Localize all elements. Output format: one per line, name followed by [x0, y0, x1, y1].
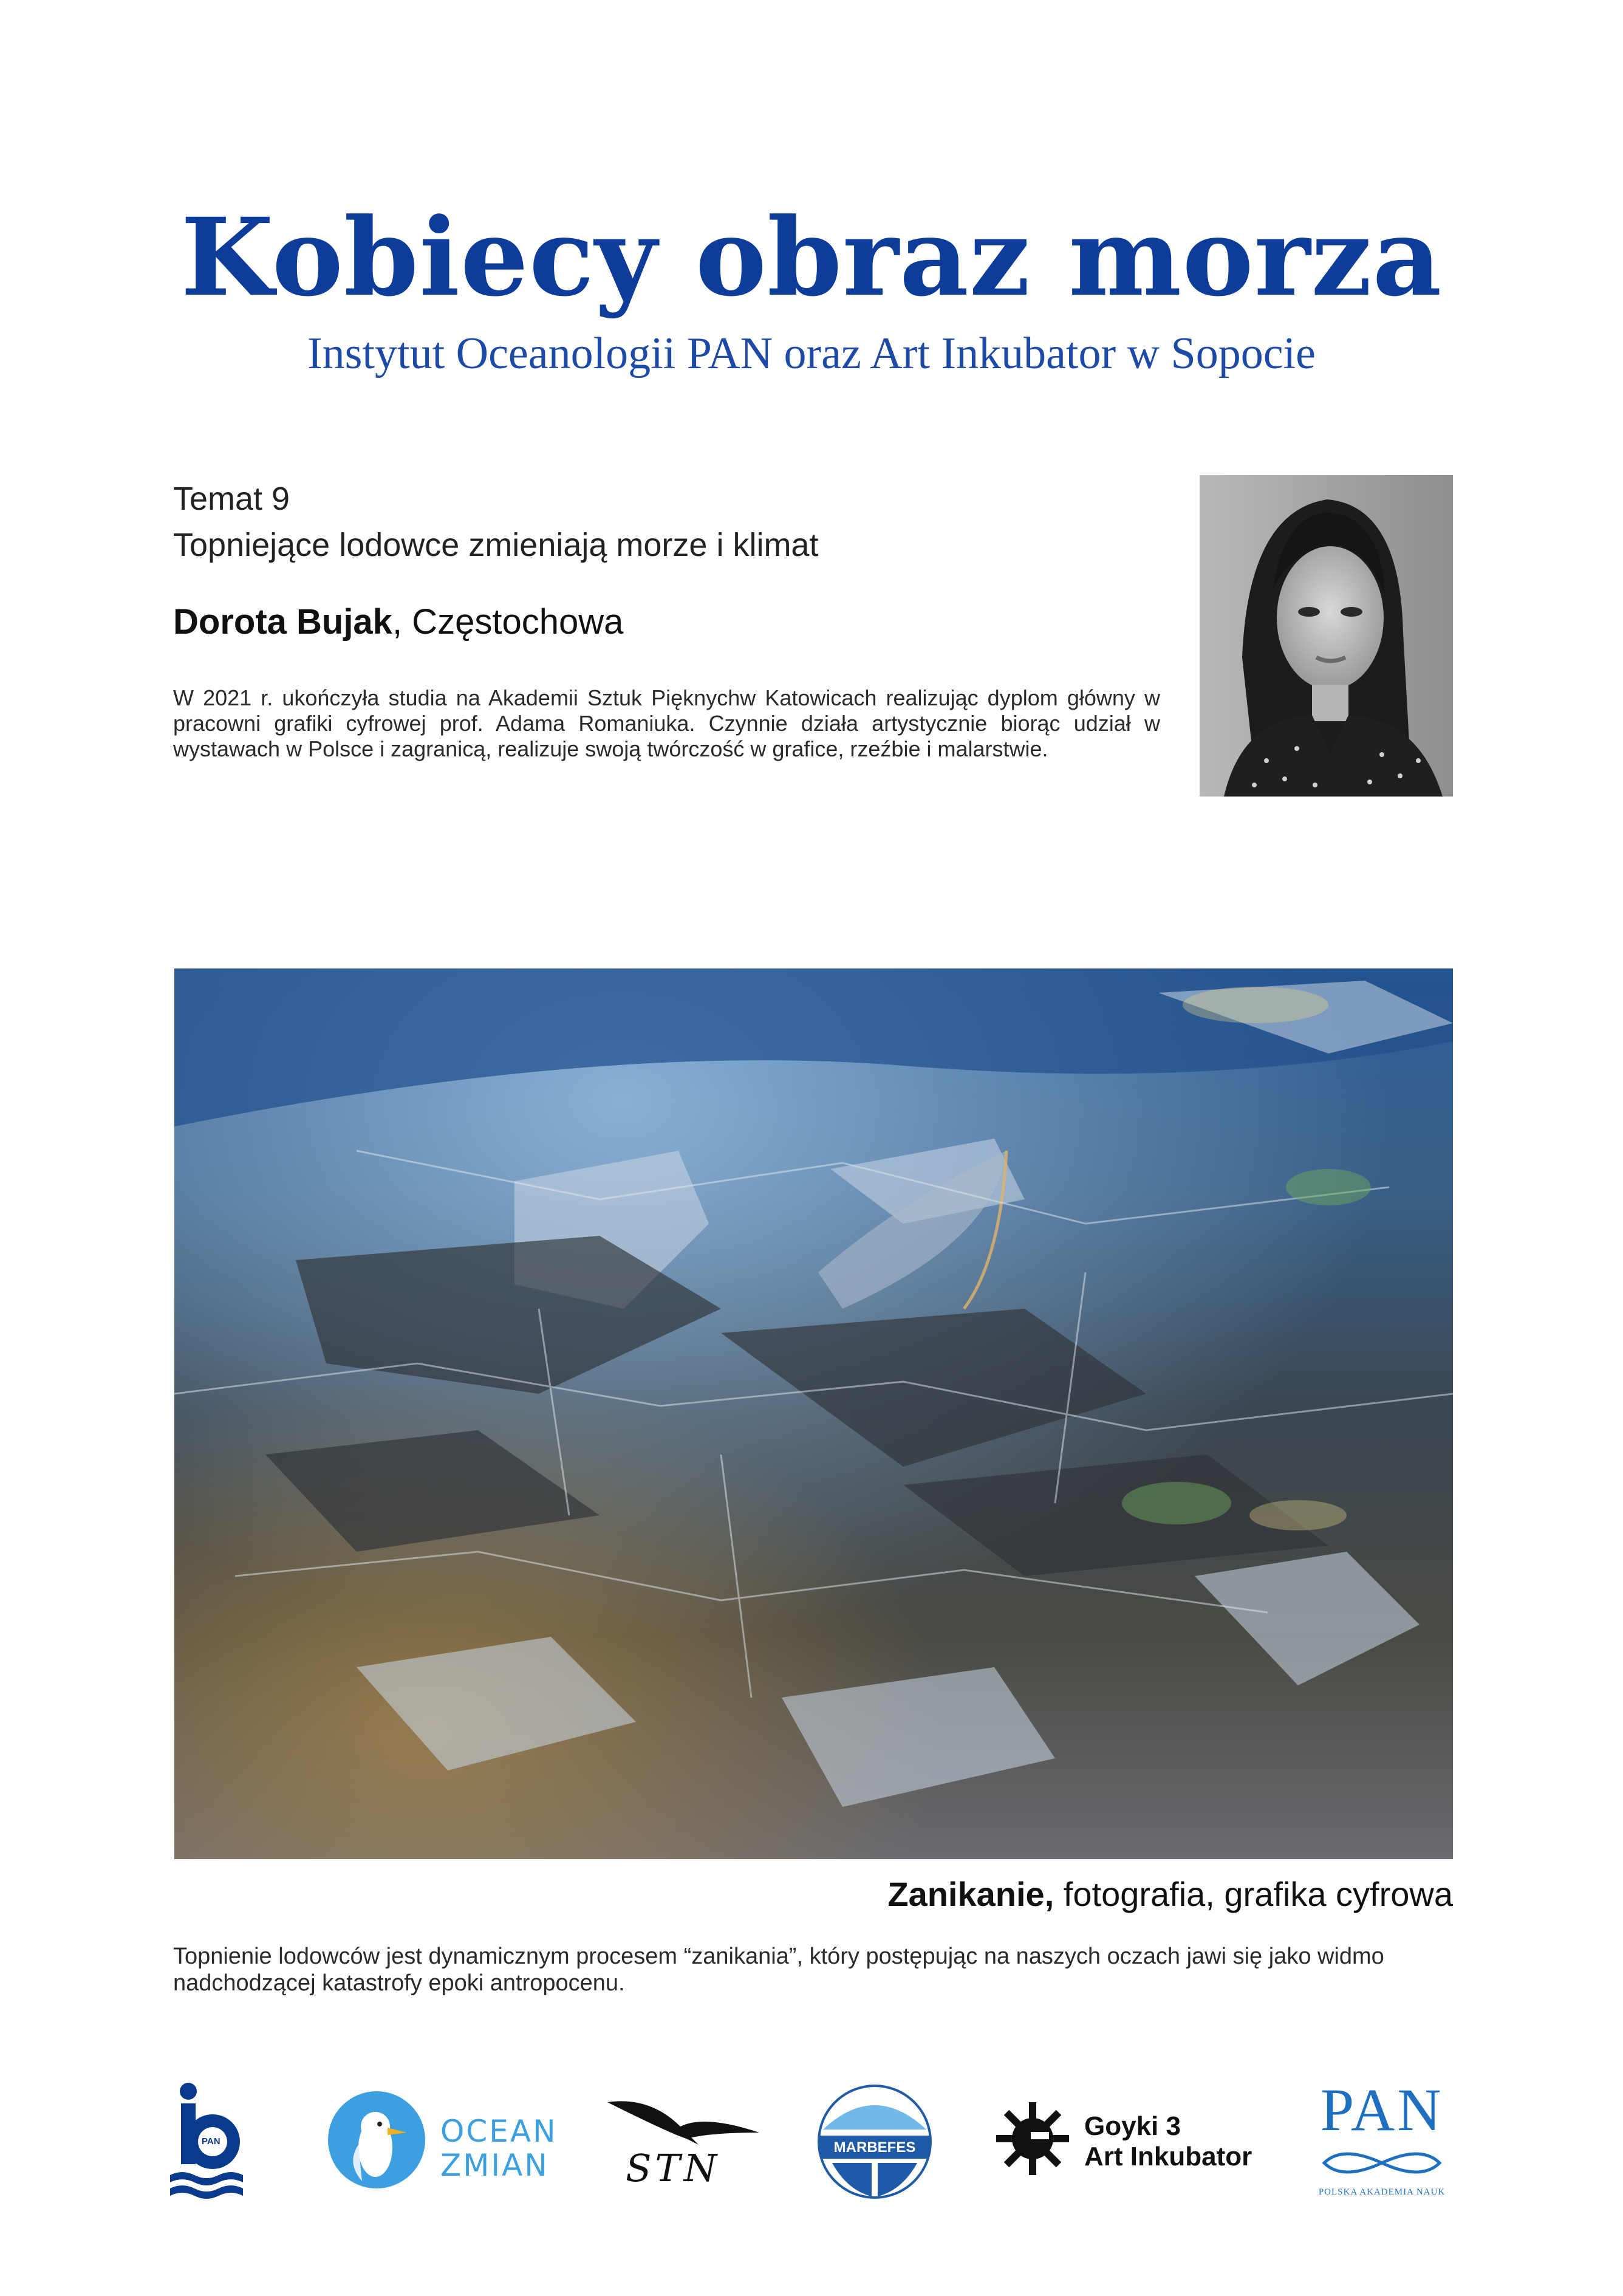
page-title: Kobiecy obraz morza — [180, 194, 1443, 320]
artist-portrait — [1200, 475, 1453, 797]
goyki-logo — [993, 2099, 1273, 2184]
ocean-zmian-line2: ZMIAN — [440, 2148, 549, 2183]
pan-logo — [1306, 2075, 1458, 2202]
iopan-logo-text: PAN — [202, 2136, 220, 2147]
portrait-image — [1200, 475, 1453, 797]
topic-title: Topniejące lodowce zmieniają morze i klimat — [173, 527, 819, 563]
stn-logo — [601, 2090, 765, 2193]
artwork-title: Zanikanie, — [887, 1875, 1054, 1913]
artwork-description: Topnienie lodowców jest dynamicznym procesem “zanikania”, który postępując na naszych oczach jawi się jako widmo nadchodzącej katastrofy epoki antropocenu. — [173, 1944, 1384, 1996]
artist-name: Dorota Bujak — [173, 602, 392, 642]
marbefes-logo-text: MARBEFES — [833, 2139, 916, 2156]
iopan-logo — [170, 2078, 243, 2199]
artwork-technique: fotografia, grafika cyfrowa — [1054, 1875, 1453, 1913]
goyki-line1: Goyki 3 — [1084, 2111, 1181, 2141]
artwork-caption — [887, 1874, 1453, 1914]
artwork-image — [174, 968, 1453, 1859]
stn-logo-text: STN — [626, 2146, 721, 2190]
artist-bio: W 2021 r. ukończyła studia na Akademii Sztuk Pięknychw Katowicach realizując dyplom główny w pracowni grafiki cyfrowej prof. Adama Romaniuka. Czynnie działa artystycznie biorąc udział w wystawach w Polsce i zagranicą, realizuje swoją twórczość w grafice, rzeźbie i malarstwie. — [173, 685, 1160, 761]
sun-icon — [993, 2099, 1072, 2178]
topic-number: Temat 9 — [173, 481, 290, 517]
ocean-zmian-logo — [328, 2090, 558, 2199]
seagull-icon — [328, 2090, 437, 2199]
ocean-zmian-line1: OCEAN — [440, 2114, 558, 2149]
page-subtitle: Instytut Oceanologii PAN oraz Art Inkubator w Sopocie — [307, 329, 1316, 379]
pan-logo-text: PAN — [1320, 2076, 1444, 2144]
artwork-illustration — [174, 968, 1453, 1859]
marbefes-logo — [814, 2081, 935, 2202]
artist-city: , Częstochowa — [392, 602, 624, 642]
goyki-line2: Art Inkubator — [1084, 2142, 1252, 2171]
infinity-icon — [1306, 2142, 1458, 2184]
artist-line — [173, 601, 623, 642]
pan-logo-fullname: POLSKA AKADEMIA NAUK — [1318, 2187, 1446, 2197]
